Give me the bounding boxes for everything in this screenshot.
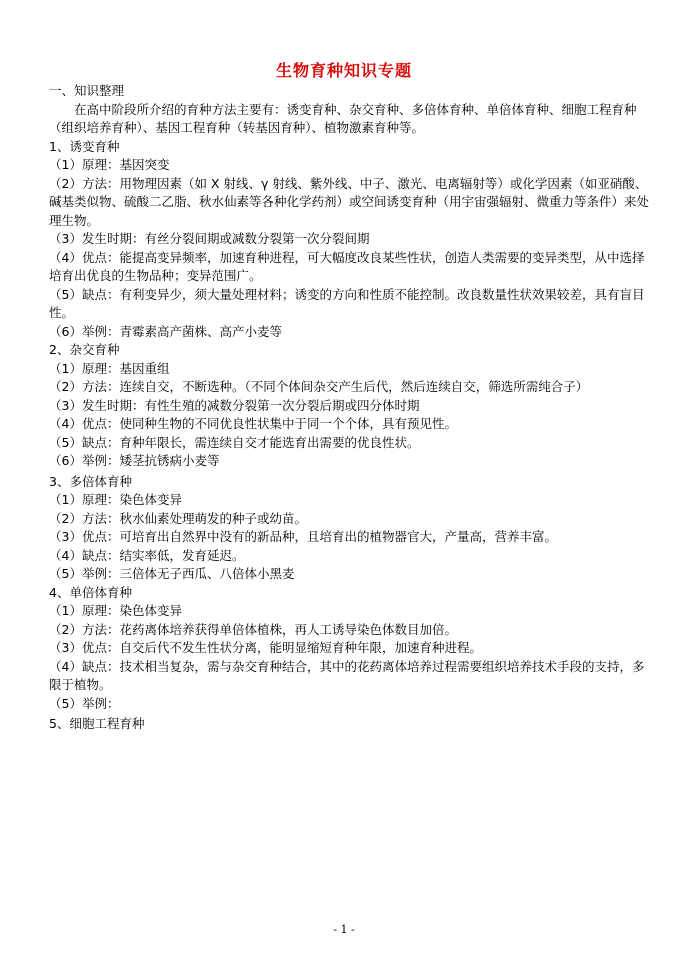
hybrid-item-method: （2）方法：连续自交，不断选种。（不同个体间杂交产生后代，然后连续自交，筛选所需纯合子） <box>49 379 589 394</box>
mutation-item-disadvantage: （5）缺点：有利变异少，须大量处理材料；诱变的方向和性质不能控制。改良数量性状效果较差，具有盲目性。 <box>49 286 645 320</box>
polyploid-item-example: （5）举例：三倍体无子西瓜、八倍体小黑麦 <box>49 566 295 581</box>
mutation-item-principle: （1）原理：基因突变 <box>49 157 170 172</box>
document-body <box>49 82 655 734</box>
hybrid-item-example: （6）举例：矮茎抗锈病小麦等 <box>49 453 220 468</box>
haploid-item-example: （5）举例： <box>49 695 120 711</box>
mutation-item-example: （6）举例：青霉素高产菌株、高产小麦等 <box>49 323 282 339</box>
haploid-item-disadvantage: （4）缺点：技术相当复杂，需与杂交育种结合，其中的花药离体培养过程需要组织培养技术手段的支持，多限于植物。 <box>49 658 645 692</box>
haploid-item-method: （2）方法：花药离体培养获得单倍体植株，再人工诱导染色体数目加倍。 <box>49 621 457 637</box>
polyploid-item-method: （2）方法：秋水仙素处理萌发的种子或幼苗。 <box>49 510 307 526</box>
page-number: - 1 - <box>333 923 355 936</box>
hybrid-item-advantage: （4）优点：使同种生物的不同优良性状集中于同一个个体，具有预见性。 <box>49 416 457 431</box>
mutation-breeding-title: 1、诱变育种 <box>49 138 120 154</box>
mutation-item-advantage: （4）优点：能提高变异频率，加速育种进程，可大幅度改良某些性状，创造人类需要的变异类型，从中选择培育出优良的生物品种；变异范围广。 <box>49 249 645 283</box>
document-title: 生物育种知识专题 <box>275 61 412 80</box>
polyploid-breeding-title: 3、多倍体育种 <box>49 473 132 489</box>
haploid-item-principle: （1）原理：染色体变异 <box>49 603 182 618</box>
mutation-item-timing: （3）发生时期：有丝分裂间期或减数分裂第一次分裂间期 <box>49 231 370 246</box>
hybrid-item-disadvantage: （5）缺点：育种年限长，需连续自交才能选育出需要的优良性状。 <box>49 434 420 450</box>
section-heading: 一、知识整理 <box>49 83 125 98</box>
hybrid-item-timing: （3）发生时期：有性生殖的减数分裂第一次分裂后期或四分体时期 <box>49 397 420 413</box>
hybrid-item-principle: （1）原理：基因重组 <box>49 360 170 376</box>
haploid-breeding-title: 4、单倍体育种 <box>49 584 132 600</box>
intro-paragraph: 在高中阶段所介绍的育种方法主要有：诱变育种、杂交育种、多倍体育种、单倍体育种、细胞工程育种（组织培养育种）、基因工程育种（转基因育种）、植物激素育种等。 <box>49 101 637 135</box>
haploid-item-advantage: （3）优点：自交后代不发生性状分离，能明显缩短育种年限，加速育种进程。 <box>49 640 482 655</box>
polyploid-item-advantage: （3）优点：可培育出自然界中没有的新品种，且培育出的植物器官大，产量高，营养丰富。 <box>49 529 557 544</box>
mutation-item-method: （2）方法：用物理因素（如 X 射线、γ 射线、紫外线、中子、激光、电离辐射等）或化学因素（如亚硝酸、碱基类似物、硫酸二乙脂、秋水仙素等各种化学药剂）或空间诱变育种（用宇宙强辐射、微重力等条件）来处理生物。 <box>49 175 650 228</box>
cell-engineering-breeding-title: 5、细胞工程育种 <box>49 716 145 731</box>
polyploid-item-principle: （1）原理：染色体变异 <box>49 492 182 507</box>
hybrid-breeding-title: 2、杂交育种 <box>49 342 120 357</box>
polyploid-item-disadvantage: （4）缺点：结实率低，发育延迟。 <box>49 547 245 563</box>
